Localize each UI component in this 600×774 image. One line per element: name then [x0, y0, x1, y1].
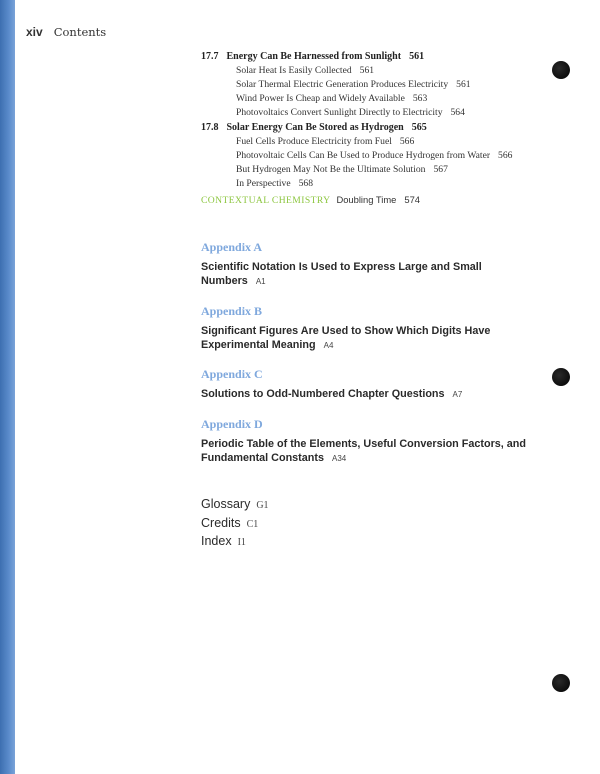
contextual-title: Doubling Time — [336, 194, 397, 205]
appendix-label: Appendix C — [201, 367, 263, 381]
appendix-title: Significant Figures Are Used to Show Which Digits Have Experimental Meaning A4 — [201, 325, 491, 351]
toc-section-17-8 — [201, 122, 512, 191]
section-heading[interactable]: 17.7 Energy Can Be Harnessed from Sunlight 561 — [201, 51, 425, 62]
appendix-c[interactable] — [201, 367, 541, 402]
appendix-b[interactable] — [201, 304, 541, 353]
subsection-entry[interactable]: Photovoltaic Cells Can Be Used to Produce Hydrogen from Water 566 — [236, 150, 513, 161]
subsection-entry[interactable]: Fuel Cells Produce Electricity from Fuel 566 — [236, 136, 415, 147]
appendix-title: Periodic Table of the Elements, Useful Conversion Factors, and Fundamental Constants A34 — [201, 438, 526, 464]
appendix-title: Solutions to Odd-Numbered Chapter Questions A7 — [201, 388, 463, 400]
subsection-entry[interactable]: Photovoltaics Convert Sunlight Directly to Electricity 564 — [236, 107, 465, 118]
appendix-label: Appendix A — [201, 240, 263, 254]
binder-hole-icon — [552, 61, 570, 79]
back-matter-list — [201, 496, 269, 552]
page-number: xiv — [26, 25, 43, 39]
back-matter-credits[interactable]: Credits C1 — [201, 515, 259, 530]
appendix-a[interactable] — [201, 240, 541, 289]
subsection-entry[interactable]: But Hydrogen May Not Be the Ultimate Solution 567 — [236, 164, 448, 175]
appendix-d[interactable] — [201, 417, 541, 466]
contextual-page: 574 — [404, 194, 421, 205]
appendix-title: Scientific Notation Is Used to Express Large and Small Numbers A1 — [201, 261, 482, 287]
blue-binding-edge — [0, 0, 15, 774]
contextual-chemistry-entry[interactable] — [201, 194, 420, 206]
back-matter-index[interactable]: Index I1 — [201, 534, 246, 548]
subsection-entry[interactable]: Solar Thermal Electric Generation Produces Electricity 561 — [236, 79, 471, 90]
section-heading[interactable]: 17.8 Solar Energy Can Be Stored as Hydrogen 565 — [201, 122, 427, 133]
binder-hole-icon — [552, 674, 570, 692]
subsection-entry[interactable]: In Perspective 568 — [236, 178, 314, 189]
contextual-label: CONTEXTUAL CHEMISTRY — [201, 195, 331, 206]
subsection-entry[interactable]: Wind Power Is Cheap and Widely Available 563 — [236, 93, 428, 104]
running-title: Contents — [53, 25, 107, 39]
page-header — [26, 25, 106, 40]
appendix-label: Appendix D — [201, 417, 263, 431]
subsection-entry[interactable]: Solar Heat Is Easily Collected 561 — [236, 65, 375, 76]
appendix-label: Appendix B — [201, 304, 263, 318]
toc-section-17-7 — [201, 51, 471, 120]
back-matter-glossary[interactable]: Glossary G1 — [201, 497, 269, 511]
binder-hole-icon — [552, 368, 570, 386]
